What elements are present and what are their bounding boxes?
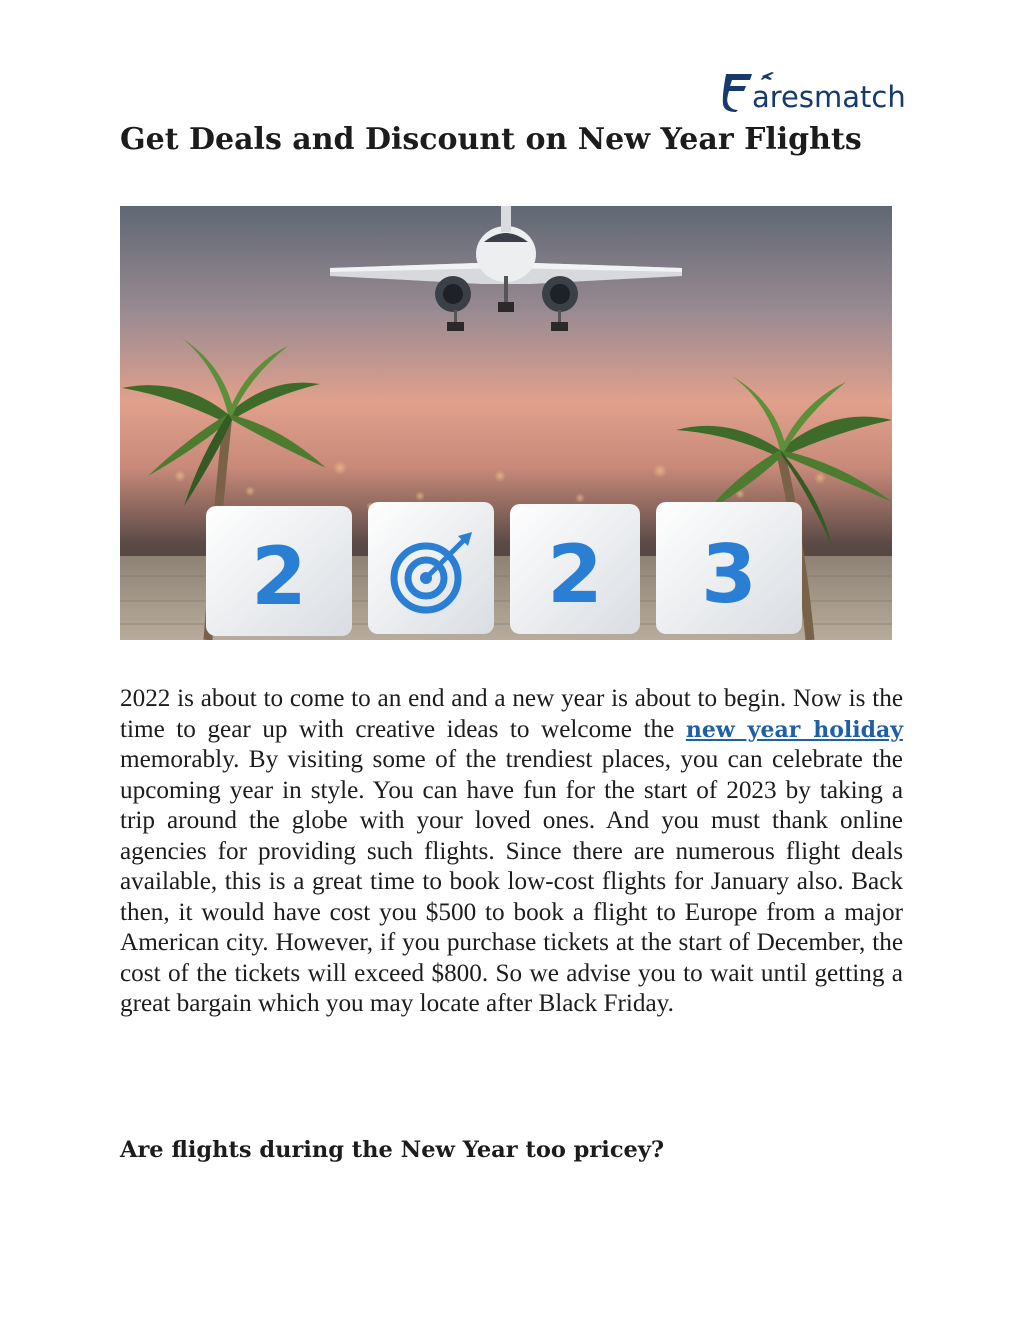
paragraph-text-start: 2022 is about to come to an end and a new year is about to begin. Now is the time to gear up with creative ideas to welcome the	[120, 685, 903, 743]
cube-3	[510, 504, 640, 634]
section-heading: Are flights during the New Year too pricey?	[120, 1137, 665, 1163]
hero-image	[120, 206, 892, 640]
plane-icon	[761, 72, 774, 80]
cube-4	[656, 502, 802, 634]
cube-1	[206, 506, 352, 636]
cube-2	[368, 502, 494, 634]
brand-name: aresmatch	[752, 80, 906, 114]
faresmatch-logo[interactable]	[716, 66, 908, 114]
page-title: Get Deals and Discount on New Year Flights	[120, 122, 862, 157]
svg-text:2: 2	[251, 530, 307, 623]
svg-text:2: 2	[547, 528, 603, 621]
paragraph-text-end: memorably. By visiting some of the trendiest places, you can celebrate the upcoming year in style. You can have fun for the start of 2023 by taking a trip around the globe with your loved ones. And you must thank online agencies for providing such flights. Since there are numerous flight deals available, this is a great time to book low-cost flights for January also. Back then, it would have cost you $500 to book a flight to Europe from a major American city. However, if you purchase tickets at the start of December, the cost of the tickets will exceed $800. So we advise you to wait until getting a great bargain which you may locate after Black Friday.	[120, 746, 903, 1017]
new-year-holiday-link[interactable]: new year holiday	[685, 716, 903, 743]
svg-text:3: 3	[701, 528, 757, 621]
intro-paragraph	[120, 684, 903, 1020]
